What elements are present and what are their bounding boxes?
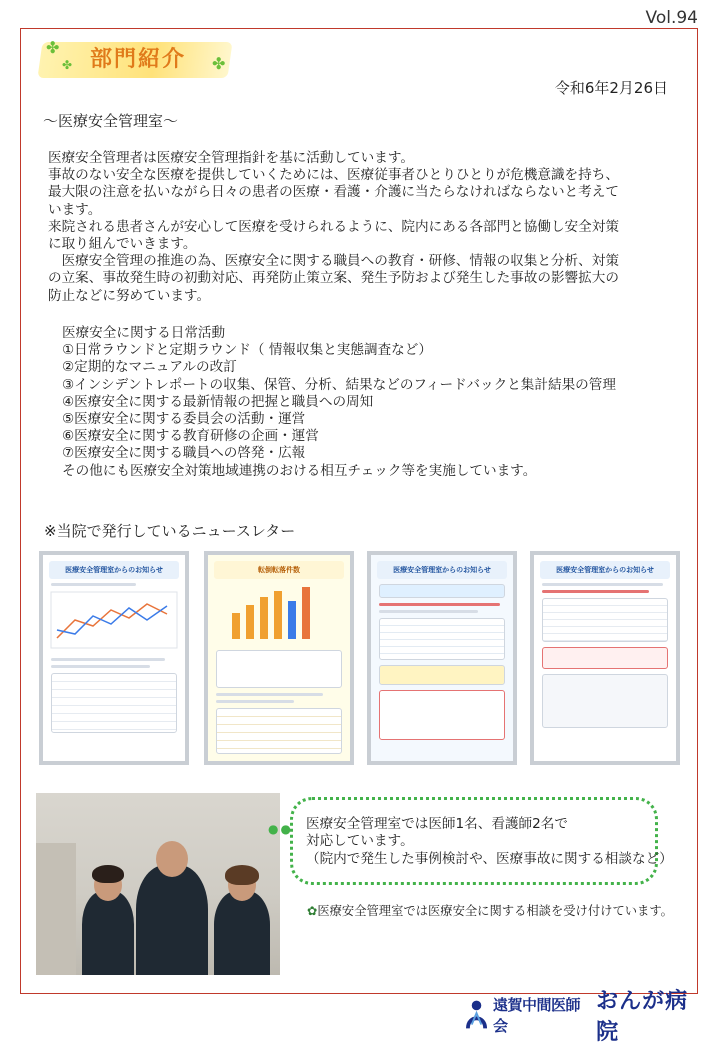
logo-organization: 遠賀中間医師会 <box>493 996 581 1035</box>
newsletter-thumbnail <box>530 551 680 765</box>
consultation-text: 医療安全管理室では医療安全に関する相談を受け付けています。 <box>317 904 673 918</box>
speech-bubble-tail: ●● <box>268 822 293 836</box>
flower-icon: ✿ <box>307 904 318 918</box>
bar-chart-graphic <box>212 583 346 641</box>
department-title: ～医療安全管理室～ <box>43 112 179 130</box>
newsletter-title: 医療安全管理室からのお知らせ <box>540 561 670 579</box>
newsletter-thumbnail <box>204 551 354 765</box>
logo-hospital-name: おんが病院 <box>596 989 689 1045</box>
staff-member <box>136 865 208 975</box>
paragraph-line: に取り組んでいきます。 <box>48 236 197 253</box>
activity-item: ③インシデントレポートの収集、保管、分析、結果などのフィードバックと集計結果の管理 <box>62 376 616 393</box>
newsletter-heading: ※当院で発行しているニュースレター <box>44 522 296 540</box>
activity-item: ⑥医療安全に関する教育研修の企画・運営 <box>62 428 319 445</box>
activities-title: 医療安全に関する日常活動 <box>62 325 226 341</box>
staff-description <box>306 816 673 868</box>
activity-item: ①日常ラウンドと定期ラウンド（ 情報収集と実態調査など） <box>62 342 432 359</box>
section-badge <box>40 36 230 82</box>
paragraph-line: 医療安全管理の推進の為、医療安全に関する職員への教育・研修、情報の収集と分析、対策 <box>61 253 619 270</box>
hospital-logo <box>466 989 706 1045</box>
publish-date: 令和6年2月26日 <box>554 79 668 97</box>
activity-item: ②定期的なマニュアルの改訂 <box>62 359 237 376</box>
callout-line: 医療安全管理室では医師1名、看護師2名で <box>306 816 568 832</box>
newsletter-title: 転倒転落件数 <box>214 561 344 579</box>
paragraph-line: います。 <box>48 201 102 218</box>
newsletter-title: 医療安全管理室からのお知らせ <box>377 561 507 579</box>
logo-mark-icon <box>466 999 487 1031</box>
activities-footer: その他にも医療安全対策地域連携のおける相互チェック等を実施しています。 <box>62 462 537 479</box>
activity-item: ④医療安全に関する最新情報の把握と職員への周知 <box>62 393 374 410</box>
newsletter-thumbnail <box>367 551 517 765</box>
staff-photo <box>36 793 280 975</box>
introduction-text <box>48 150 670 305</box>
section-title: 部門紹介 <box>90 47 187 72</box>
staff-member <box>82 891 134 975</box>
chart-graphic <box>47 590 181 650</box>
clover-icon: ✤ <box>46 38 60 57</box>
paragraph-line: の立案、事故発生時の初動対応、再発防止策立案、発生予防および発生した事故の影響拡大の <box>48 270 619 287</box>
activity-item: ⑤医療安全に関する委員会の活動・運営 <box>62 411 306 428</box>
paragraph-line: 防止などに努めています。 <box>48 287 211 304</box>
consultation-note <box>307 901 673 919</box>
activity-item: ⑦医療安全に関する職員への啓発・広報 <box>62 445 306 462</box>
callout-line: （院内で発生した事例検討や、医療事故に関する相談など） <box>306 850 673 867</box>
newsletter-title: 医療安全管理室からのお知らせ <box>49 561 179 579</box>
volume-number: Vol.94 <box>645 8 698 28</box>
activities-list <box>62 325 682 480</box>
clover-icon: ✤ <box>62 58 73 72</box>
clover-icon: ✤ <box>212 54 226 73</box>
paragraph-line: 最大限の注意を払いながら日々の患者の医療・看護・介護に当たらなければならないと考えて <box>48 184 619 201</box>
paragraph-line: 来院される患者さんが安心して医療を受けられるように、院内にある各部門と協働し安全対策 <box>48 218 619 235</box>
paragraph-line: 医療安全管理者は医療安全管理指針を基に活動しています。 <box>48 150 414 166</box>
staff-member <box>214 891 270 975</box>
newsletter-thumbnail <box>39 551 189 765</box>
callout-line: 対応しています。 <box>306 833 414 850</box>
paragraph-line: 事故のない安全な医療を提供していくためには、医療従事者ひとりひとりが危機意識を持ち、 <box>48 167 619 184</box>
